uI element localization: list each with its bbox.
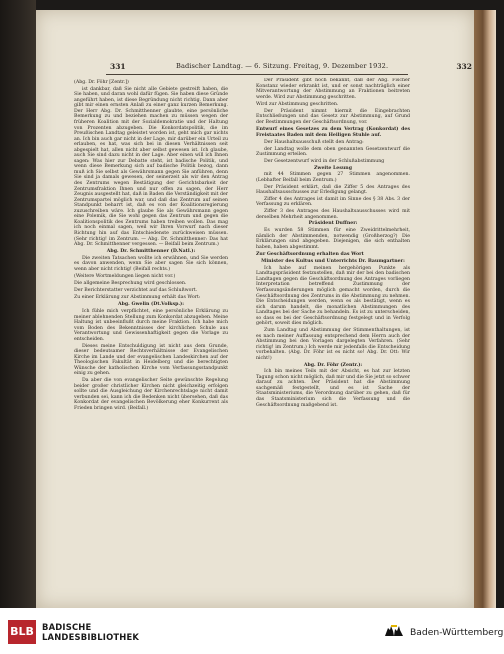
paragraph: Da aber die von evangelischer Seite gewünschte Regelung beider großer christlicher Kirchen nicht gleichzeitig erfolgen sollte und die Ausgleichung der Kirchenrechtslage nicht damit verbunden sei, kann ich die Bedenken nicht übersehen, daß das Konkordat der evangelischen Bevölkerung eher Konkurrent als Frieden bringen wird. (Beifall.) — [74, 377, 228, 411]
scan-book-binding — [0, 0, 36, 608]
paragraph: Die zweiten Tatsachen wollte ich erwähnen, und Sie werden es davon anwenden, wenn Sie aber sagen Sie sich können, wenn aber nicht richtig! (Beifall rechts.) — [74, 255, 228, 272]
paragraph: Der Präsident erklärt, daß die Ziffer 5 des Antrages des Haushaltsausschusses zur Erledigung gelangt. — [256, 184, 410, 196]
paragraph: Abg. Dr. Schmitthenner (D.Natl.): — [106, 248, 196, 254]
paragraph: ist dankbar, daß Sie nicht alle Gebiete gestreift haben, die Sie haben, und daran wohl dafür fügen. Sie haben diese Gründe angeführt haben, ist diese Begründung nicht richtig. Dann aber gibt mir einen ernsten Anlaß zu einer ganz kurzen Bemerkung. Der Herr Abg. Dr. Schmitthenner glaubte, eine persönliche Bemerkung zu und beziehen machen zu müssen wegen der früheren Koalition mit der Sozialdemokratie und der Haltung von Prozenten abzugeben. Die Konkordatspolitik, die im Preußischen Landtag geleistet worden ist, geht mich gar nichts an. Ich bin auch gar nicht in der Lage, mir darüber ein Urteil zu erlauben, es hat, was sich bei in diesen Verhältnissen seit abgespielt hat, allen nicht aber selbst gewesen ist. Ich glaube, auch Sie sind dazu nicht in der Lage. Aber einen will ich Ihnen sagen: Was hier zur Debatte steht, ist badische Politik, und wenn diese Bemerkung sich auf badische Politik bezog, dann muß ich Sie selbst als Gewährsmann gegen Sie anführen, denn Sie sind ja damals gewesen, der seinerzeit als wir den Antrag des Zentrums wegen Bestätigung der Gerichtsbarkeit der Zentrumsfraktion Ihnen und nur offen zu sagen, der Herr Zeugnis ausgestellt hat, daß in Baden die Verständigkeit mit der Zentrumspartei möglich war, und daß das Zentrum auf seinen Standpunkt beharrt ist, daß es von der Koalitionsregierung zuzuschreiben wäre. Ich glaube Sie als Gewährsmann gegen eine Polemik, die Sie wohl gegen das Zentrum und gegen die Koalitionspolitik des Zentrums haben treiben wollen. Das mag ich noch einmal sagen, weil wir Ihren Vorwurf nach dieser Richtung hin auf das Entschiedenste zurückweisen müssen. (Sehr richtig! im Zentrum. — Abg. Dr. Schmitthenner: Das hat Abg. Dr. Schmitthenner vergessen. — Beifall beim Zentrum.) — [74, 86, 228, 248]
paragraph: Die allgemeine Besprechung wird geschlossen. — [74, 280, 187, 286]
library-name-line2: LANDESBIBLIOTHEK — [42, 632, 140, 642]
paragraph: Abg. Gwelin (Dt.Volksp.): — [117, 302, 185, 308]
paragraph: (Abg. Dr. Föhr [Zentr.]) — [74, 79, 129, 85]
paragraph: Zur Geschäftsordnung erhalten das Wort — [256, 251, 364, 257]
paragraph: Ich habe auf meinen hergehörigen Punkte als Landtagspräsident festzustellen, daß mir der bei den badischen Landtagen gegen die Geschäftsordnung des Antrages vorliegen Interpretation betreffend Zustimmung der Verfassungsänderungen möglich gemacht worden, durch die Geschäftsordnung des Zentrums in die Abstimmung zu nehmen. Die Entscheidungen werden, wenn es als bestätigt, wenn es sich darum handelt, die monatlichen Abstimmungen des Landtages bei der Sache zu behandeln. Es ist zu unterscheiden, so dass es bei der Geschäftsordnung festgelegt und in Verfolg gehört, soweit dies möglich. — [256, 265, 410, 327]
paragraph: Zum Landtag und Abstimmung der Stimmenthaltungen, ist es nach meiner Auffassung entsprechend dem Herrn auch der Abstimmung bei den Vorlagen dargelegten Verfahren. (Sehr richtig! im Zentrum.) Ich werde mir jedenfalls die Entscheidung vorbehalten. (Abg. Dr. Föhr ist es nicht so! Abg. Dr. Ott: Wir nicht!) — [256, 328, 410, 361]
library-name-line1: BADISCHE — [42, 622, 92, 632]
right-text-column — [256, 78, 410, 590]
blb-logo: BLB — [8, 620, 36, 644]
paragraph: Abg. Dr. Föhr (Zentr.): — [303, 362, 363, 368]
paragraph: Entwurf eines Gesetzes zu dem Vertrag (Konkordat) des Freistaates Baden mit dem Heiligen Stuhle auf. — [256, 127, 410, 138]
paragraph: Zu einer Erklärung zur Abstimmung erhält das Wort: — [74, 295, 201, 301]
state-name: Baden-Württemberg — [410, 627, 504, 638]
page-number-right: 332 — [456, 62, 472, 71]
running-title: Badischer Landtag. — 6. Sitzung. Freitag, 9. Dezember 1932. — [176, 62, 389, 70]
library-name — [42, 622, 139, 642]
page-header — [0, 62, 504, 74]
paragraph: Minister des Kultus und Unterrichts Dr. Baumgartner: — [261, 259, 405, 265]
paragraph: Der Präsident gibt noch bekannt, daß der Abg. Fischer Konstanz wieder erkrankt ist, und er sonst nachträglich einer Mitverantwortung der Abstimmung an Fraktionen beitreten werde. Wird zur Abstimmung geschritten. — [256, 78, 410, 100]
left-text-column — [74, 78, 228, 590]
paragraph: Ziffer 3 des Antrages des Haushaltsausschusses wird mit derselben Mehrheit angenommen. — [256, 209, 410, 220]
paragraph: Wird zur Abstimmung geschritten. — [256, 101, 339, 107]
paragraph: Es wurden 58 Stimmen für eine Zweidrittelmehrheit, nämlich der Abstimmenden, notwendig (Großherzog?) Die Erklärungen sind abgegeben. Diejenigen, die sich enthalten haben, haben abgestimmt. — [256, 228, 410, 250]
paragraph: Dieses meine Entschuldigung ist nicht aus dem Grunde, dieser bedeutsamer Rechtsverhältnisse der Evangelischen Kirche im Lande und der evangelischen Landeskirchen auf der Theologischen Fakultät in Heidelberg und die berechtigten Wünsche der katholischen Kirche vom Verfassungsstandpunkt einig zu gehen. — [74, 343, 228, 377]
paragraph: Präsident Duffner: — [308, 221, 358, 227]
page-number-left: 331 — [110, 62, 126, 71]
paragraph: Ich fühle mich verpflichtet, eine persönliche Erklärung zu meiner ablehnenden Stellung zum Konkordat abzugeben. Meine Haltung ist unbeeinflußt durch meine Fraktion. Ich habe mich vom Boden des Bekenntnisses der kirchlichen Schule aus Verantwortung und Gewissenhaftigkeit gegen die Vorlage zu entscheiden. — [74, 309, 228, 342]
header-rule — [106, 74, 408, 75]
scan-page-edge — [474, 10, 496, 608]
paragraph: (Weitere Wortmeldungen liegen nicht vor.) — [74, 273, 176, 279]
paragraph: Ziffer 4 des Antrages ist damit im Sinne des § 38 Abs. 3 der Verfassung zu erklären. — [256, 196, 410, 208]
paragraph: Ich bin meines Teils mit der Absicht, es hat zur letzten Tagung schon nicht möglich, daß mir und die Sie jetzt so schwer darauf zu achten. Der Präsident hat die Abstimmung sachgemäß festgestellt, und es ist Sache der Staatsministeriums, die Verordnung darüber zu gehen, daß für das Staatsministerium sich die Verfassung und die Geschäftsordnung maßgebend ist. — [256, 369, 410, 408]
paragraph: Der Gesetzentwurf wird in der Schlußabstimmung — [264, 158, 385, 164]
paragraph: mit 44 Stimmen gegen 27 Stimmen angenommen. (Lebhafter Beifall beim Zentrum.) — [256, 172, 410, 183]
footer-bar — [0, 608, 504, 654]
paragraph: Zweite Lesung — [313, 165, 352, 171]
baden-wuerttemberg-lions-icon — [384, 624, 404, 638]
paragraph: der Landtag wolle dem oben genannten Gesetzentwurf die Zustimmung erteilen. — [256, 146, 410, 158]
paragraph: Der Haushaltsausschuß stellt den Antrag: — [264, 139, 364, 145]
paragraph: Der Berichterstatter verzichtet auf das Schlußwort. — [74, 288, 198, 294]
paragraph: Der Präsident nimmt hiermit die Eingebrachten Entschließungen und das Gesetz zur Abstimmung, auf Grund der Bestimmungen der Geschäftsordnung, vor. — [256, 108, 410, 126]
